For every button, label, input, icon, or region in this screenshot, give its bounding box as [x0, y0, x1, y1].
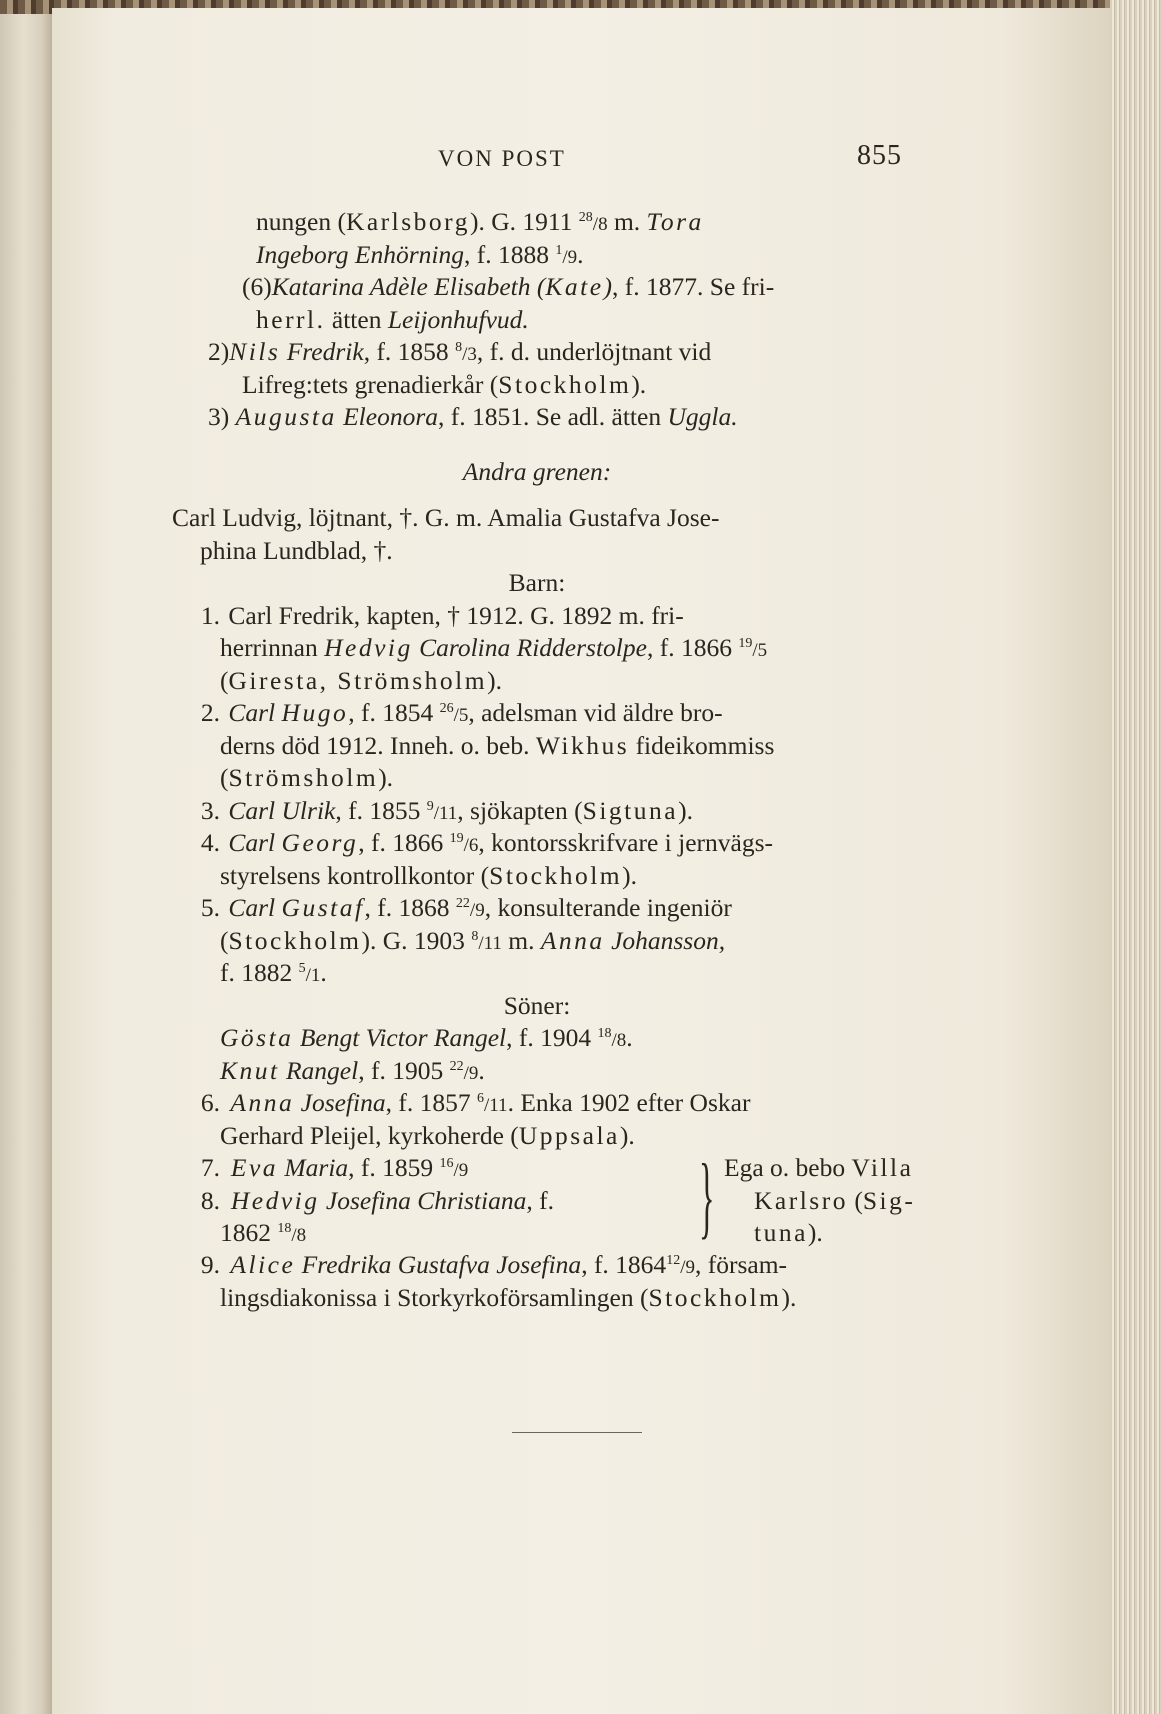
text-line: (Giresta, Strömsholm). — [220, 665, 502, 695]
book-binding — [0, 0, 52, 1714]
section-heading: Andra grenen: — [462, 456, 612, 486]
text-line: Ingeborg Enhörning, f. 1888 $^1$/9. — [256, 239, 584, 269]
text-line: (6)Katarina Adèle Elisabeth (Kate), f. 1877. Se fri- — [242, 272, 775, 301]
text-line: 1862 $^{18}$/8 — [220, 1218, 307, 1247]
text-line: nungen (Karlsborg). G. 1911 $^{28}$/8 m. Tora — [256, 207, 704, 236]
list-item: 8. Hedvig Josefina Christiana, f. — [200, 1185, 554, 1215]
page-header — [52, 140, 1110, 186]
text-line: 2)Nils Fredrik, f. 1858 $^8$/3, f. d. underlöjtnant vid — [208, 337, 712, 366]
text-line: Lifreg:tets grenadierkår (Stockholm). — [242, 369, 647, 399]
text-line: Gösta Bengt Victor Rangel, f. 1904 $^{18}$/8. — [220, 1023, 633, 1052]
list-item: 4. Carl Georg, f. 1866 $^{19}$/6, kontorsskrifvare i jernvägs- — [200, 828, 773, 857]
curly-brace: } — [699, 1145, 715, 1247]
list-item: 1. Carl Fredrik, kapten, † 1912. G. 1892 m. fri- — [200, 600, 684, 630]
text-line: Karlsro (Sig- — [754, 1185, 916, 1215]
text-line: derns död 1912. Inneh. o. beb. Wikhus fideikommiss — [220, 730, 775, 760]
text-line: 3) Augusta Eleonora, f. 1851. Se adl. ätten Uggla. — [208, 402, 738, 431]
list-item: 5. Carl Gustaf, f. 1868 $^{22}$/9, konsulterande ingeniör — [200, 893, 732, 922]
section-heading: Söner: — [503, 990, 571, 1020]
text-line: Ega o. bebo Villa — [724, 1153, 914, 1182]
text-line: styrelsens kontrollkontor (Stockholm). — [220, 860, 638, 890]
text-line: herrl. ätten Leijonhufvud. — [256, 304, 529, 334]
text-line: tuna). — [754, 1218, 823, 1247]
text-line: (Strömsholm). — [220, 763, 394, 792]
book-page — [52, 8, 1110, 1714]
page-number: 855 — [857, 140, 902, 171]
page-edges — [1110, 0, 1162, 1714]
list-item: 2. Carl Hugo, f. 1854 $^{26}$/5, adelsman vid äldre bro- — [200, 698, 723, 727]
list-item: 6. Anna Josefina, f. 1857 $^6$/11. Enka 1902 efter Oskar — [200, 1088, 751, 1117]
text-line: Gerhard Pleijel, kyrkoherde (Uppsala). — [220, 1120, 635, 1150]
text-line: f. 1882 $^5$/1. — [220, 958, 327, 987]
page-body — [172, 206, 916, 1314]
text-line: lingsdiakonissa i Storkyrkoförsamlingen (Stockholm). — [220, 1282, 797, 1312]
list-item: 9. Alice Fredrika Gustafva Josefina, f. 1864$^{12}$/9, försam- — [200, 1250, 788, 1279]
text-line: Knut Rangel, f. 1905 $^{22}$/9. — [220, 1055, 485, 1085]
bracketed-entries — [172, 1145, 916, 1249]
text-line: phina Lundblad, †. — [200, 535, 393, 565]
list-item: 3. Carl Ulrik, f. 1855 $^9$/11, sjökapten (Sigtuna). — [200, 795, 693, 825]
section-rule — [512, 1432, 642, 1433]
running-head: VON POST — [438, 146, 566, 171]
text-line: herrinnan Hedvig Carolina Ridderstolpe, f. 1866 $^{19}$/5 — [220, 633, 768, 662]
section-heading: Barn: — [508, 568, 566, 597]
list-item: 7. Eva Maria, f. 1859 $^{16}$/9 — [200, 1153, 469, 1182]
text-line: Carl Ludvig, löjtnant, †. G. m. Amalia Gustafva Jose- — [172, 503, 720, 532]
text-line: (Stockholm). G. 1903 $^8$/11 m. Anna Johansson, — [220, 925, 726, 955]
